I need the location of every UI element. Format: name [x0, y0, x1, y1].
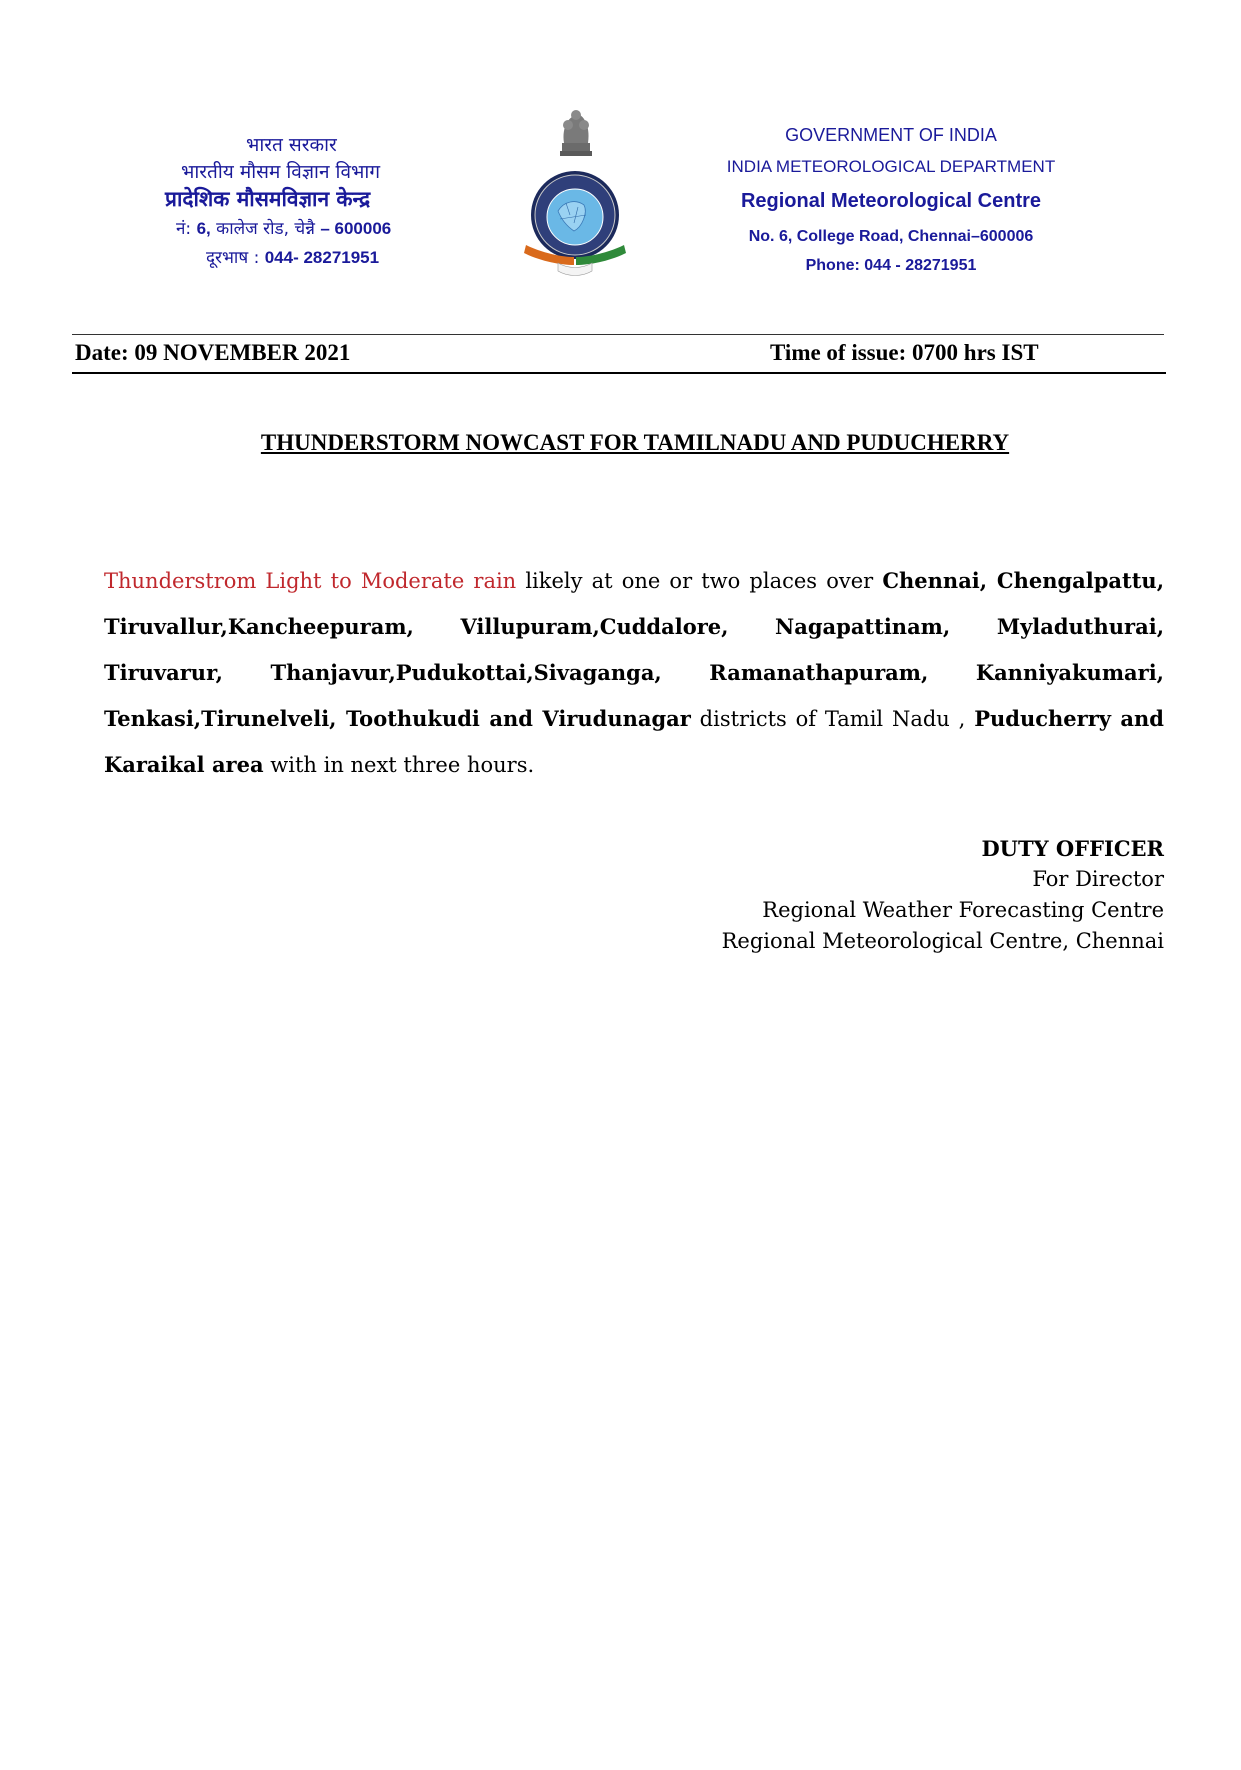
body-text-1: likely at one or two places over — [516, 569, 883, 593]
govt-of-india-line: GOVERNMENT OF INDIA — [785, 125, 997, 145]
hindi-govt-line: भारत सरकार — [246, 134, 337, 156]
globe-seal-icon — [531, 171, 619, 259]
signature-rmc: Regional Meteorological Centre, Chennai — [721, 929, 1164, 953]
issue-date: Date: 09 NOVEMBER 2021 — [75, 340, 351, 365]
date-divider — [72, 372, 1166, 374]
body-text-3: with in next three hours. — [263, 753, 535, 777]
document-title: THUNDERSTORM NOWCAST FOR TAMILNADU AND PUDUCHERRY — [260, 430, 1010, 455]
hindi-address-line — [176, 216, 391, 239]
phone-line: Phone: 044 - 28271951 — [805, 257, 977, 274]
hindi-address-pin: – 600006 — [320, 219, 392, 238]
regional-centre-line: Regional Meteorological Centre — [740, 190, 1042, 212]
signature-for-director: For Director — [1032, 867, 1164, 891]
alert-phrase: Thunderstrom Light to Moderate rain — [104, 569, 517, 593]
imd-department-line: INDIA METEOROLOGICAL DEPARTMENT — [726, 157, 1056, 176]
hindi-centre-line: प्रादेशिक मौसमविज्ञान केन्द्र — [165, 187, 371, 211]
signature-rwfc: Regional Weather Forecasting Centre — [762, 898, 1164, 922]
address-line: No. 6, College Road, Chennai–600006 — [748, 228, 1034, 245]
district-list: Chennai, Chengalpattu, Tiruvallur,Kancheepuram, Villupuram,Cuddalore, Nagapattinam, Myladuthurai, Tiruvarur, Thanjavur,Pudukottai,Sivaganga, Ramanathapuram, Kanniyakumari, Tenkasi,Tirunelveli, Toothukudi and Virudunagar — [104, 568, 1164, 731]
hindi-phone-number: 044- 28271951 — [264, 248, 380, 267]
area-list: Puducherry and Karaikal area — [104, 706, 1164, 777]
hindi-address-prefix: नं: — [176, 219, 192, 239]
hindi-department-line: भारतीय मौसम विज्ञान विभाग — [181, 161, 381, 183]
hindi-phone-line — [206, 245, 379, 268]
hindi-phone-prefix: दूरभाष : — [206, 248, 260, 268]
signature-title: DUTY OFFICER — [981, 836, 1164, 861]
nowcast-paragraph — [104, 558, 1164, 788]
hindi-address-number: 6, — [196, 219, 211, 238]
issue-time: Time of issue: 0700 hrs IST — [770, 340, 1039, 365]
hindi-address-words: कालेज रोड, चेन्नै — [216, 219, 315, 239]
imd-emblem-logo — [522, 103, 628, 293]
lion-capital-icon — [560, 110, 592, 156]
body-text-2: districts of Tamil Nadu , — [690, 707, 975, 731]
header-divider — [72, 334, 1164, 335]
